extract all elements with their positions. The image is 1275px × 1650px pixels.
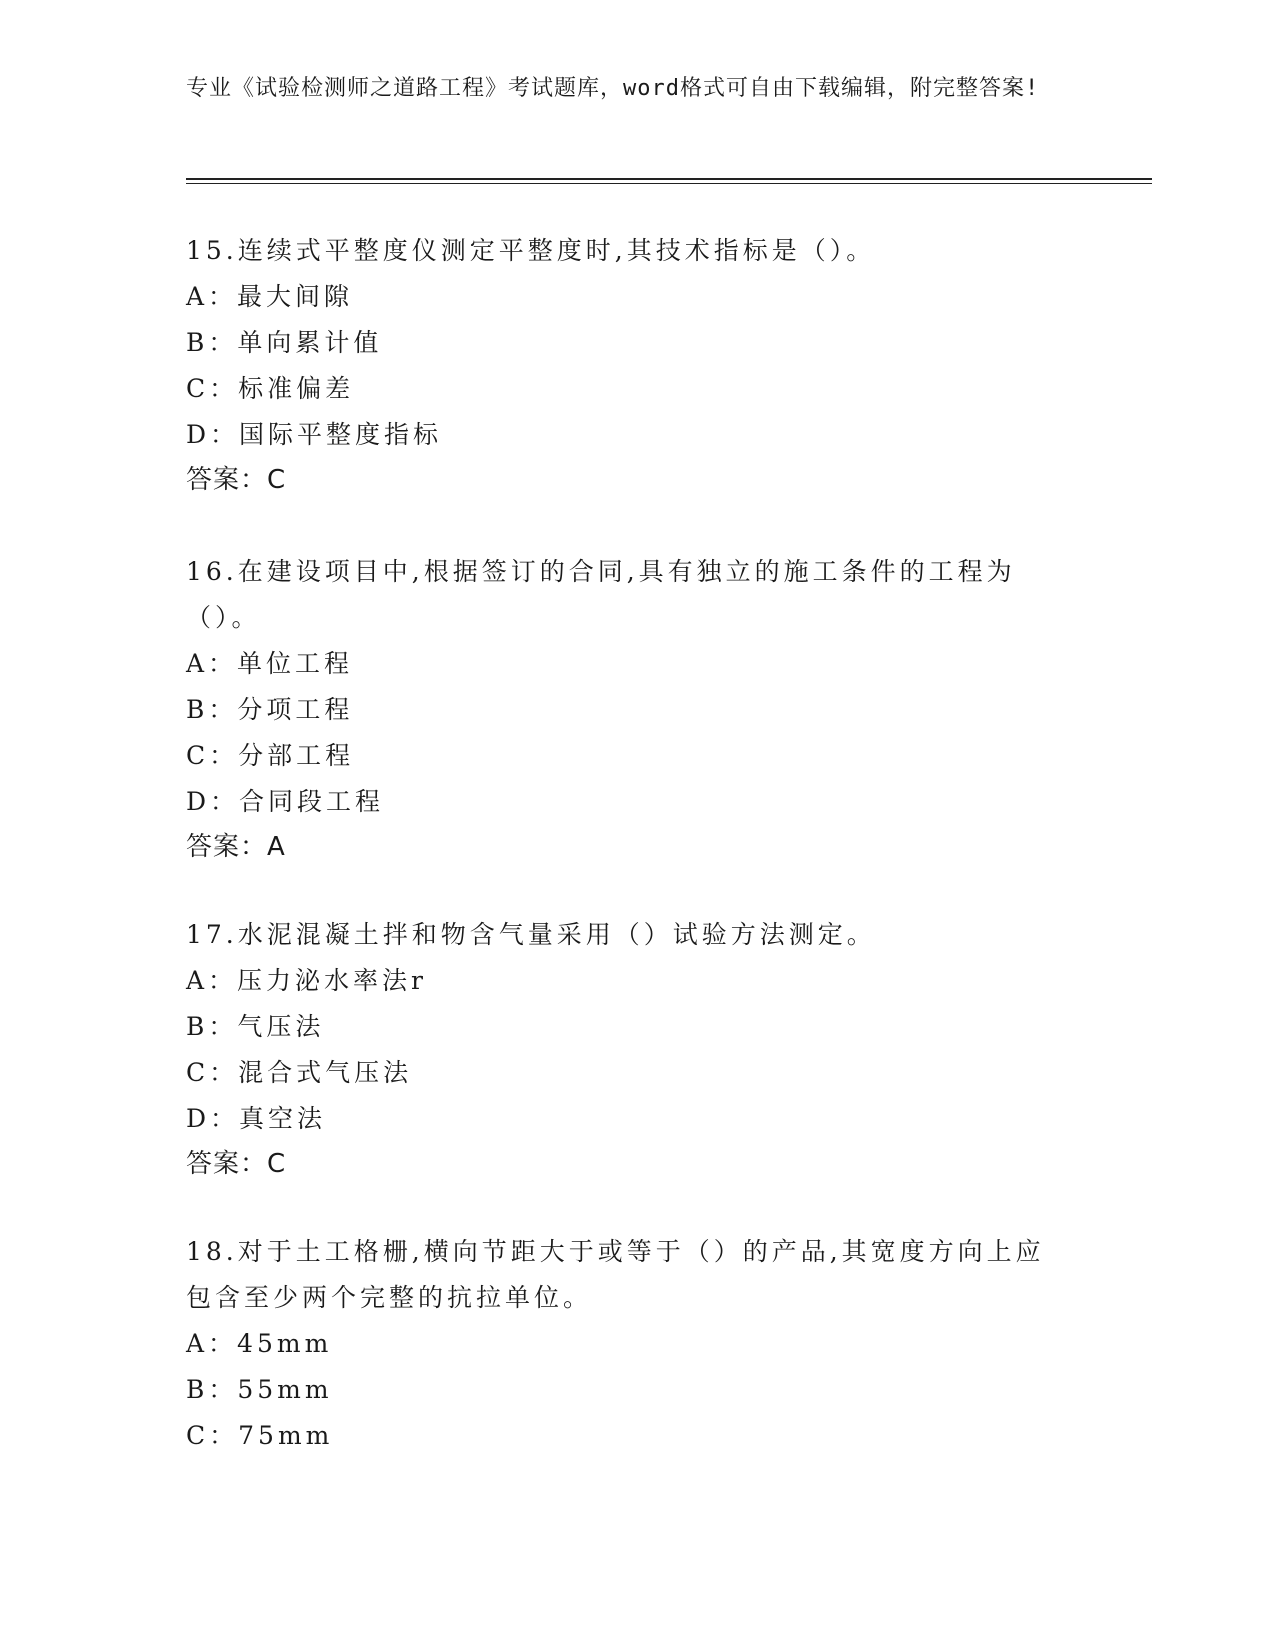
header-divider-line-secondary <box>186 183 1152 184</box>
question-stem: 16.在建设项目中,根据签订的合同,具有独立的施工条件的工程为（）。 <box>186 557 1016 632</box>
option-a: A：最大间隙 <box>186 282 354 311</box>
option-c: C：混合式气压法 <box>186 1058 413 1087</box>
option-d: D：合同段工程 <box>186 787 385 816</box>
answer-line: 答案：C <box>186 465 287 495</box>
option-a: A：压力泌水率法r <box>186 966 428 995</box>
option-a: A：45mm <box>186 1329 333 1358</box>
question-stem: 17.水泥混凝土拌和物含气量采用（）试验方法测定。 <box>186 920 876 949</box>
option-b: B：分项工程 <box>186 695 354 724</box>
question-18 <box>186 1229 1066 1459</box>
header-divider-line <box>186 178 1152 180</box>
question-15 <box>186 228 1066 502</box>
question-17 <box>186 912 1066 1186</box>
document-header-text: 专业《试验检测师之道路工程》考试题库，word格式可自由下载编辑，附完整答案! <box>186 76 1040 101</box>
option-b: B：气压法 <box>186 1012 325 1041</box>
answer-line: 答案：C <box>186 1149 287 1179</box>
answer-line: 答案：A <box>186 832 286 862</box>
option-d: D：国际平整度指标 <box>186 420 443 449</box>
option-a: A：单位工程 <box>186 649 354 678</box>
question-stem: 15.连续式平整度仪测定平整度时,其技术指标是（）。 <box>186 236 876 265</box>
question-stem: 18.对于土工格栅,横向节距大于或等于（）的产品,其宽度方向上应包含至少两个完整的抗拉单位。 <box>186 1237 1045 1312</box>
option-b: B：单向累计值 <box>186 328 383 357</box>
option-b: B：55mm <box>186 1375 333 1404</box>
option-c: C：75mm <box>186 1421 334 1450</box>
option-c: C：标准偏差 <box>186 374 355 403</box>
option-c: C：分部工程 <box>186 741 355 770</box>
option-d: D：真空法 <box>186 1104 327 1133</box>
question-16 <box>186 549 1066 869</box>
